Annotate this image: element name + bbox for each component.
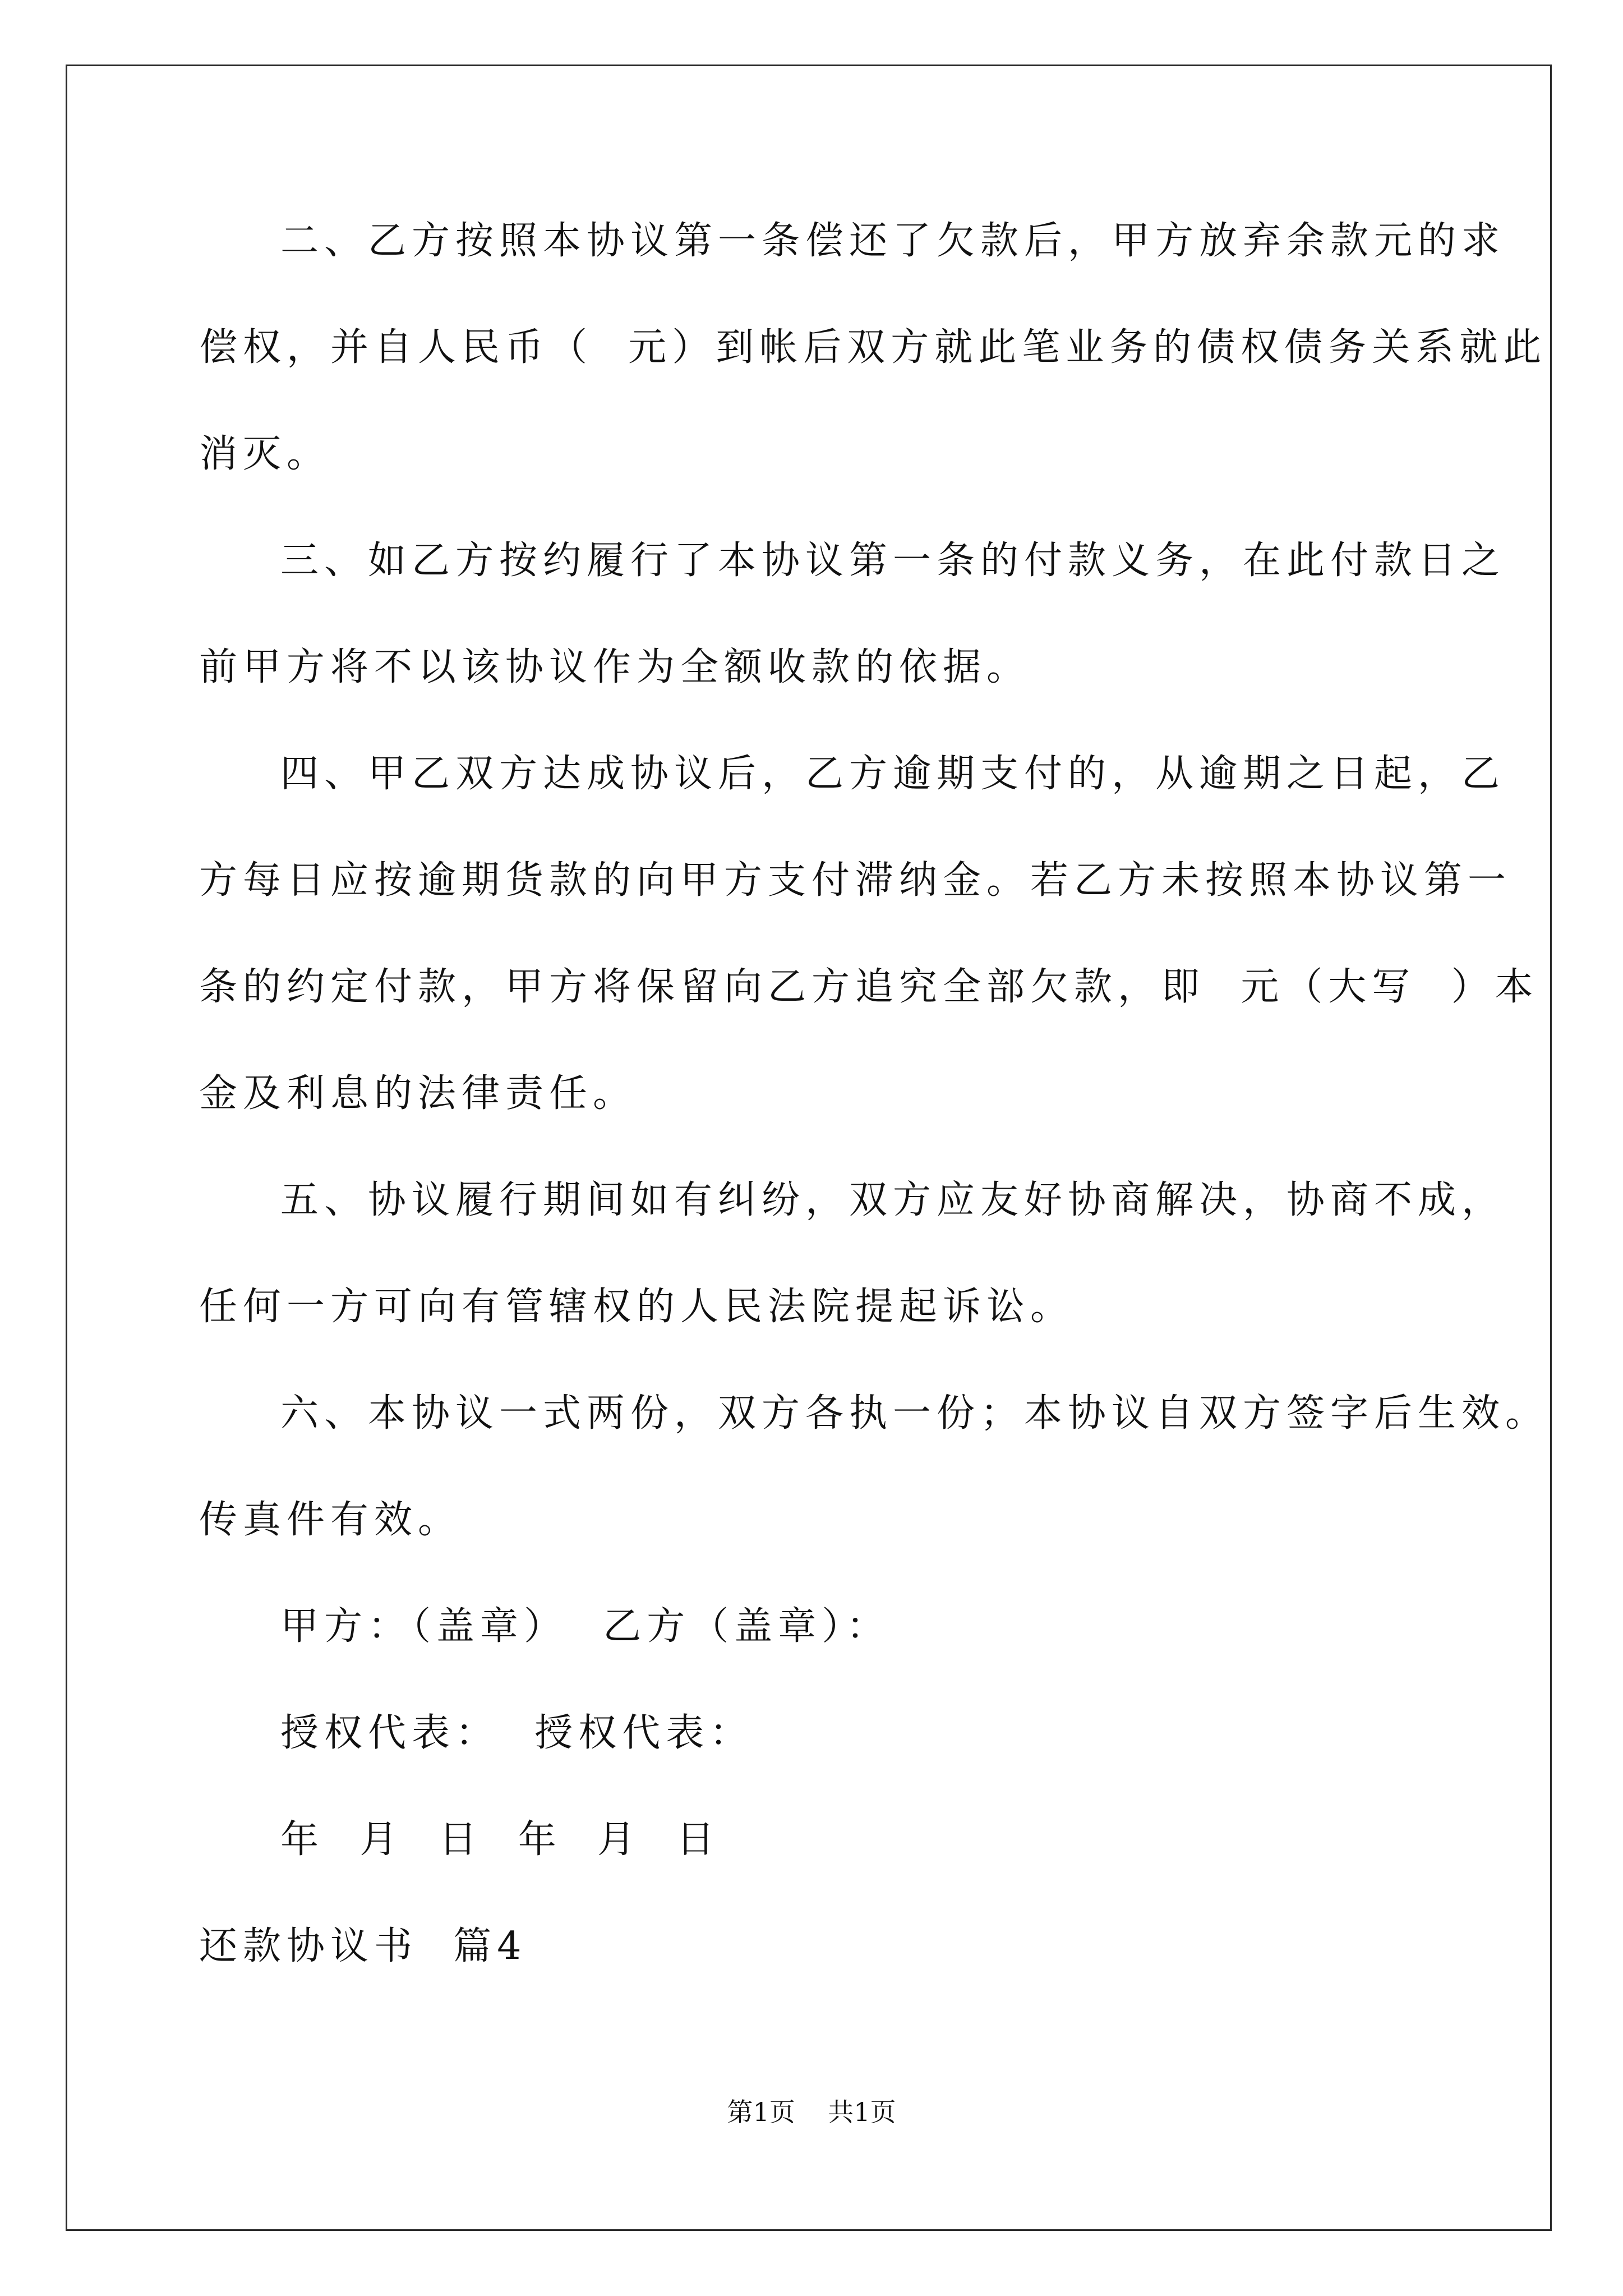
clause-4-line-1: 四、甲乙双方达成协议后，乙方逾期支付的，从逾期之日起，乙 bbox=[280, 752, 1506, 796]
clause-5-line-1: 五、协议履行期间如有纠纷，双方应友好协商解决，协商不成， bbox=[280, 1178, 1506, 1222]
clause-4-line-2: 方每日应按逾期货款的向甲方支付滞纳金。若乙方未按照本协议第一 bbox=[199, 858, 1512, 903]
clause-2-line-1: 二、乙方按照本协议第一条偿还了欠款后，甲方放弃余款元的求 bbox=[280, 219, 1506, 263]
signature-parties: 甲方：（盖章） 乙方（盖章）： bbox=[280, 1604, 891, 1649]
clause-2-line-2: 偿权，并自人民币（ 元）到帐后双方就此笔业务的债权债务关系就此 bbox=[199, 325, 1547, 370]
signature-dates: 年 月 日 年 月 日 bbox=[280, 1818, 721, 1862]
section-heading: 还款协议书 篇4 bbox=[199, 1924, 527, 1968]
clause-3-line-1: 三、如乙方按约履行了本协议第一条的付款义务，在此付款日之 bbox=[280, 539, 1506, 583]
clause-6-line-1: 六、本协议一式两份，双方各执一份；本协议自双方签字后生效。 bbox=[280, 1391, 1550, 1435]
clause-4-line-3: 条的约定付款，甲方将保留向乙方追究全部欠款，即 元（大写 ）本 bbox=[199, 965, 1539, 1009]
clause-3-line-2: 前甲方将不以该协议作为全额收款的依据。 bbox=[199, 645, 1031, 689]
clause-5-line-2: 任何一方可向有管辖权的人民法院提起诉讼。 bbox=[199, 1285, 1075, 1329]
clause-6-line-2: 传真件有效。 bbox=[199, 1498, 462, 1542]
page-border bbox=[66, 65, 1552, 2231]
clause-4-line-4: 金及利息的法律责任。 bbox=[199, 1071, 637, 1116]
signature-representatives: 授权代表： 授权代表： bbox=[280, 1711, 754, 1755]
page-footer: 第1页 共1页 bbox=[727, 2097, 896, 2127]
clause-2-line-3: 消灭。 bbox=[199, 432, 331, 476]
